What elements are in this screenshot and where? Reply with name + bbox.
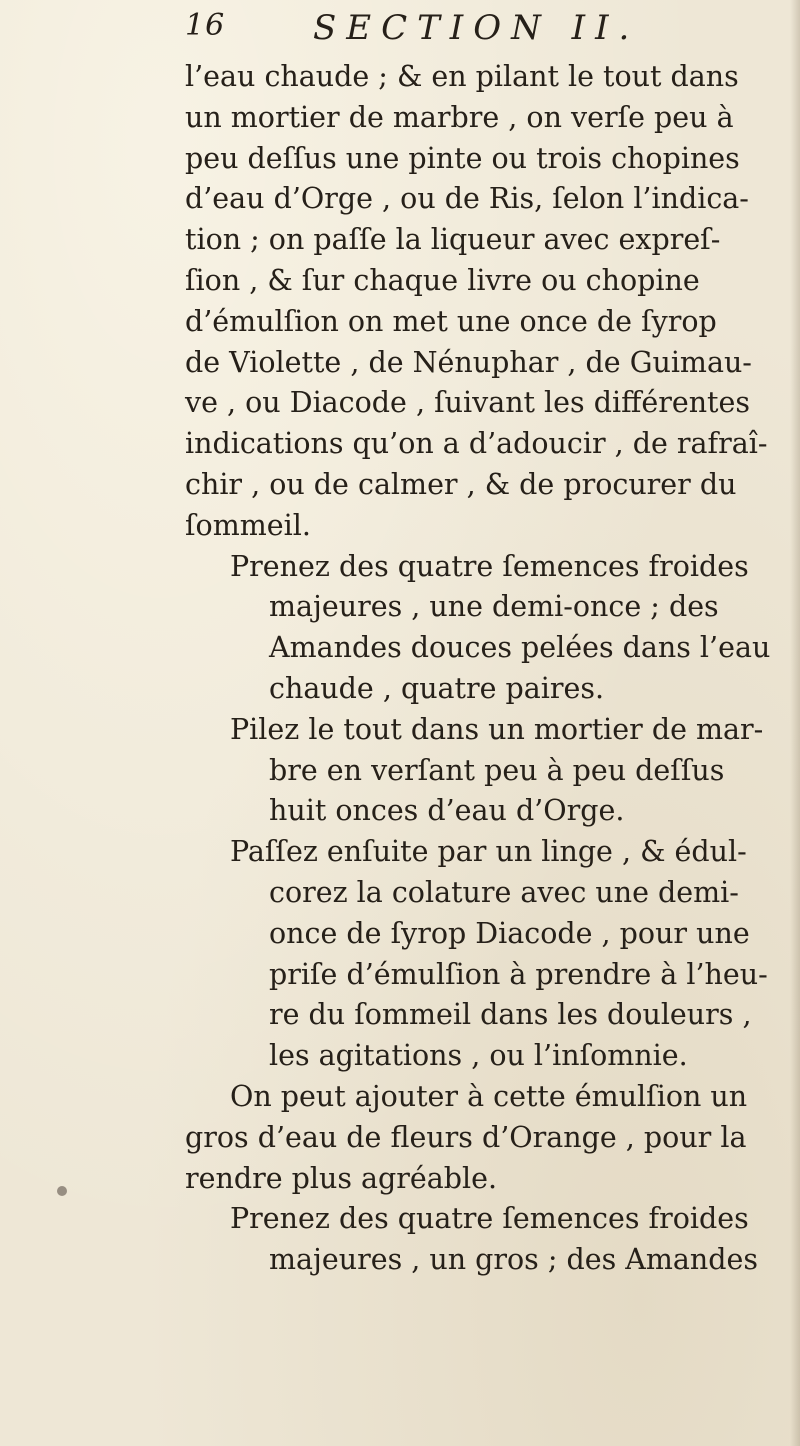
text-line: Amandes douces pelées dans l’eau bbox=[269, 631, 771, 665]
text-line: priſe d’émulſion à prendre à l’heu- bbox=[269, 957, 768, 991]
text-line: un mortier de marbre , on verſe peu à bbox=[185, 100, 734, 134]
text-line: gros d’eau de fleurs d’Orange , pour la bbox=[185, 1120, 747, 1154]
text-line: chir , ou de calmer , & de procurer du bbox=[185, 467, 737, 501]
text-line: Prenez des quatre ſemences froides bbox=[230, 549, 749, 583]
text-line: ſommeil. bbox=[185, 508, 311, 542]
text-line: de Violette , de Nénuphar , de Guimau- bbox=[185, 345, 752, 379]
body-text bbox=[185, 57, 785, 1281]
page-header bbox=[185, 8, 780, 58]
text-line: Paſſez enſuite par un linge , & édul- bbox=[230, 835, 747, 869]
page-number: 16 bbox=[185, 8, 226, 43]
text-line: d’émulſion on met une once de ſyrop bbox=[185, 304, 717, 338]
text-line: majeures , un gros ; des Amandes bbox=[269, 1243, 758, 1277]
text-line: chaude , quatre paires. bbox=[269, 671, 605, 705]
text-line: rendre plus agréable. bbox=[185, 1161, 498, 1195]
text-line: Prenez des quatre ſemences froides bbox=[230, 1202, 749, 1236]
text-line: On peut ajouter à cette émulſion un bbox=[230, 1079, 748, 1113]
text-line: d’eau d’Orge , ou de Ris, ſelon l’indica- bbox=[185, 182, 749, 216]
text-line: once de ſyrop Diacode , pour une bbox=[269, 916, 750, 950]
text-line: bre en verſant peu à peu deſſus bbox=[269, 753, 725, 787]
text-line: les agitations , ou l’inſomnie. bbox=[269, 1039, 688, 1073]
text-line: ſion , & ſur chaque livre ou chopine bbox=[185, 263, 700, 297]
text-line: corez la colature avec une demi- bbox=[269, 875, 739, 909]
text-line: majeures , une demi-once ; des bbox=[269, 590, 719, 624]
text-line: re du ſommeil dans les douleurs , bbox=[269, 998, 752, 1032]
running-head: SECTION II. bbox=[313, 8, 640, 48]
text-line: huit onces d’eau d’Orge. bbox=[269, 794, 625, 828]
text-line: tion ; on paſſe la liqueur avec expreſ- bbox=[185, 223, 721, 257]
ink-spot bbox=[57, 1186, 67, 1196]
text-line: peu deſſus une pinte ou trois chopines bbox=[185, 141, 740, 175]
text-line: indications qu’on a d’adoucir , de rafraî- bbox=[185, 427, 768, 461]
text-line: Pilez le tout dans un mortier de mar- bbox=[230, 712, 764, 746]
page-edge-shadow bbox=[790, 0, 800, 1446]
text-line: ve , ou Diacode , ſuivant les différentes bbox=[185, 386, 750, 420]
text-line: l’eau chaude ; & en pilant le tout dans bbox=[185, 60, 739, 93]
